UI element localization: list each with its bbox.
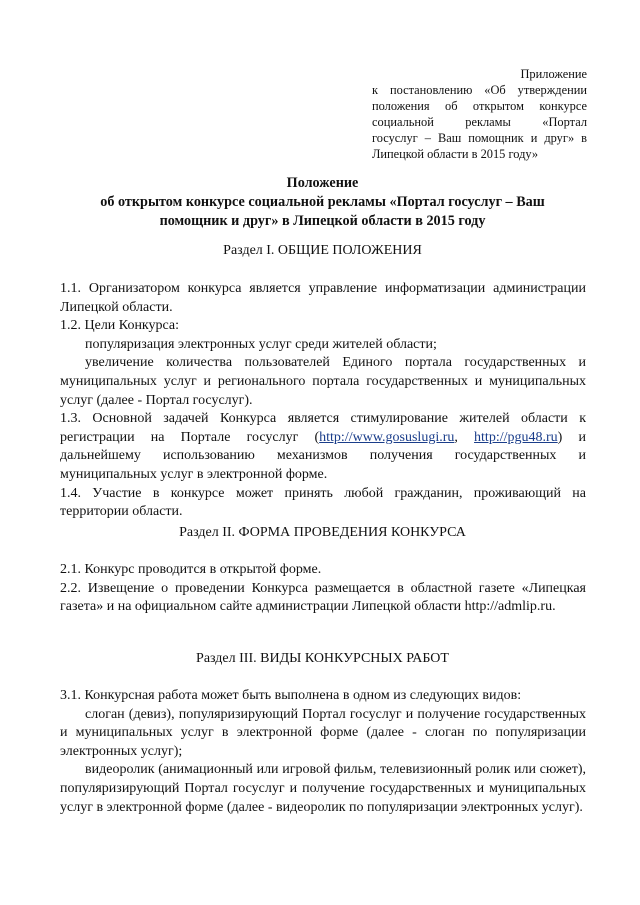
gosuslugi-link[interactable]: http://www.gosuslugi.ru xyxy=(319,429,455,445)
appendix-line: положения об открытом конкурсе xyxy=(372,98,587,113)
section-heading: Раздел I. ОБЩИЕ ПОЛОЖЕНИЯ xyxy=(223,243,422,258)
document-title xyxy=(60,174,585,231)
appendix-line: Липецкой области в 2015 году» xyxy=(372,146,539,161)
paragraph: 1.1. Организатором конкурса является управление информатизации администрации Липецкой области. xyxy=(60,281,586,315)
paragraph: 3.1. Конкурсная работа может быть выполнена в одном из следующих видов: xyxy=(60,688,522,703)
section-2-body xyxy=(60,561,586,617)
pgu48-link[interactable]: http://pgu48.ru xyxy=(474,429,558,445)
section-heading: Раздел II. ФОРМА ПРОВЕДЕНИЯ КОНКУРСА xyxy=(179,525,466,540)
paragraph: видеоролик (анимационный или игровой фильм, телевизионный ролик или сюжет), популяризирующий Портал госуслуг и получение государственных и муниципальных услуг в электронной форме (далее - видеоролик по популяризации электронных услуг). xyxy=(60,762,586,815)
appendix-line: госуслуг – Ваш помощник и друг» в xyxy=(372,130,587,145)
paragraph: увеличение количества пользователей Единого портала государственных и муниципальных услуг и регионального портала государственных и муниципальных услуг (далее - Портал госуслуг). xyxy=(60,355,586,408)
paragraph: популяризация электронных услуг среди жителей области; xyxy=(85,336,437,352)
appendix-line: социальной рекламы «Портал xyxy=(372,114,587,129)
appendix-line: к постановлению «Об утверждении xyxy=(372,82,587,97)
paragraph: 1.2. Цели Конкурса: xyxy=(60,318,180,334)
section-heading: Раздел III. ВИДЫ КОНКУРСНЫХ РАБОТ xyxy=(196,651,449,666)
section-3-body xyxy=(60,687,586,817)
appendix-note xyxy=(372,67,587,162)
title-line: Положение xyxy=(286,175,359,191)
paragraph: слоган (девиз), популяризирующий Портал госуслуг и получение государственных и муниципальных услуг в электронной форме (далее - слоган по популяризации электронных услуг); xyxy=(60,706,586,759)
paragraph: 2.2. Извещение о проведении Конкурса размещается в областной газете «Липецкая газета» и на официальном сайте администрации Липецкой области http://admlip.ru. xyxy=(60,580,586,615)
section-1-body xyxy=(60,280,586,522)
paragraph: 1.3. Основной задачей Конкурса является стимулирование жителей области к регистрации на Портале госуслуг (http://www.gosuslugi.ru, http://pgu48.ru) и дальнейшему использованию механизмов получения государственных и муниципальных услуг в электронной форме. xyxy=(60,411,586,482)
title-line: об открытом конкурсе социальной рекламы «Портал госуслуг – Ваш xyxy=(100,194,545,210)
paragraph: 2.1. Конкурс проводится в открытой форме. xyxy=(60,562,322,577)
title-line: помощник и друг» в Липецкой области в 2015 году xyxy=(159,213,486,229)
appendix-line: Приложение xyxy=(520,67,587,81)
paragraph: 1.4. Участие в конкурсе может принять любой гражданин, проживающий на территории области. xyxy=(60,485,586,520)
